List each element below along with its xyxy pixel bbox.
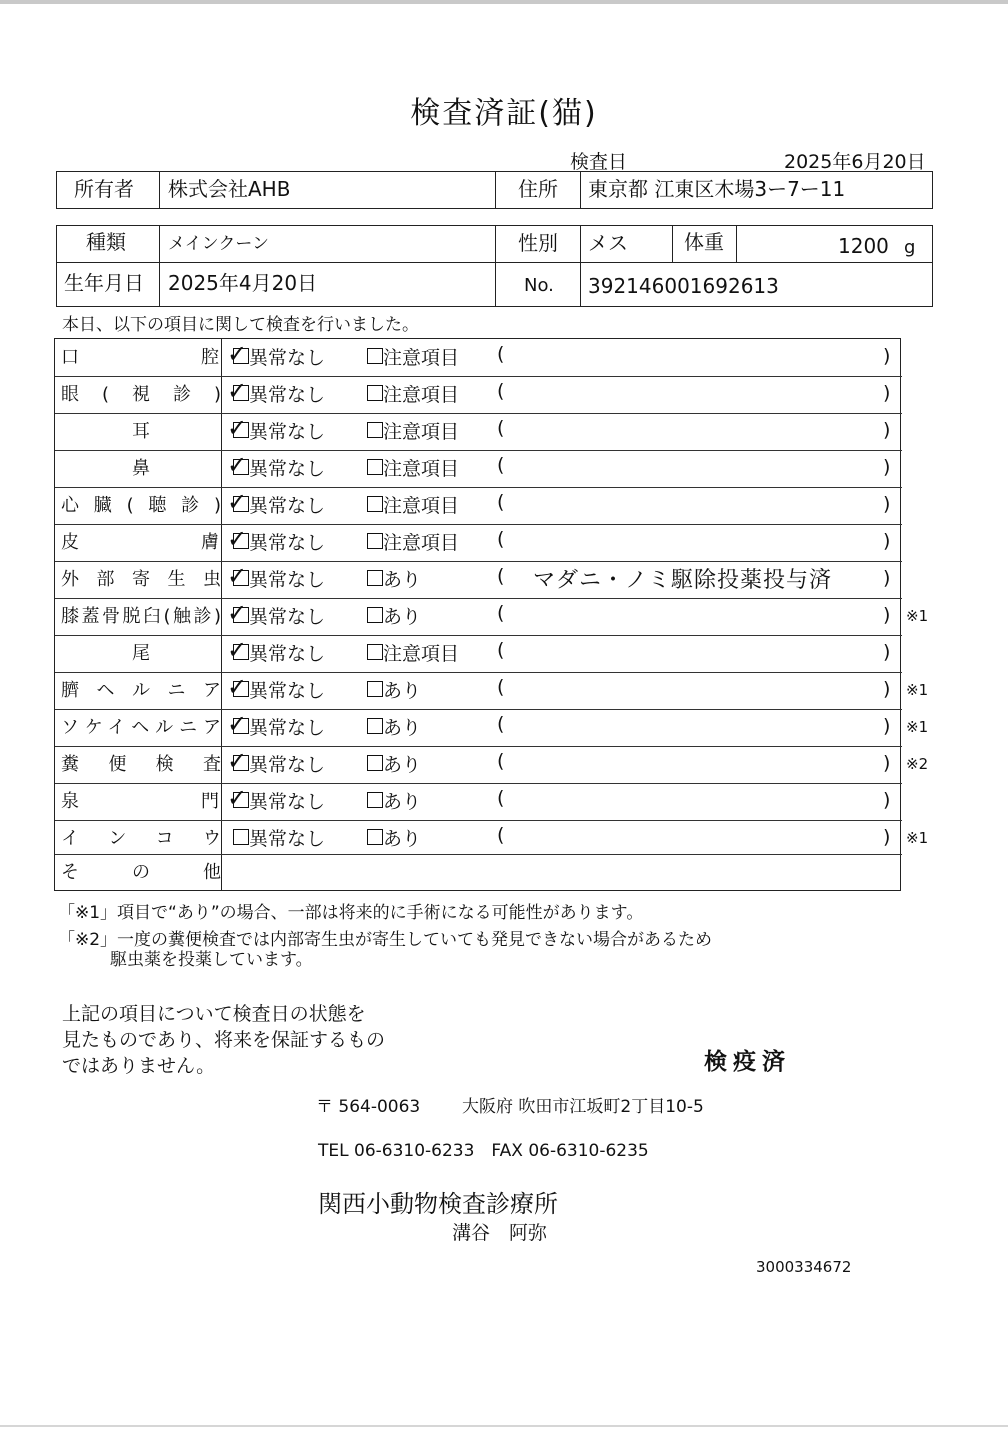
attention-option-label: あり — [383, 791, 422, 813]
normal-checkbox[interactable] — [233, 829, 249, 845]
check-mark-icon: ✓ — [227, 747, 248, 775]
attention-checkbox[interactable] — [367, 570, 383, 586]
normal-option-label: 異常なし — [249, 495, 326, 517]
address-label: 住所 — [518, 177, 558, 201]
note-close-paren: ) — [883, 715, 891, 737]
attention-checkbox[interactable] — [367, 533, 383, 549]
attention-option-label: 注意項目 — [383, 347, 460, 369]
attention-checkbox[interactable] — [367, 681, 383, 697]
note-close-paren: ) — [883, 752, 891, 774]
table-row — [55, 598, 900, 635]
normal-option-label: 異常なし — [249, 569, 326, 591]
table-row — [55, 783, 900, 820]
page-title: 検査済証(猫) — [410, 96, 598, 131]
disclaimer-line-1: 上記の項目について検査日の状態を — [62, 1003, 366, 1025]
note-open-paren: ( — [497, 750, 505, 772]
clinic-address: 大阪府 吹田市江坂町2丁目10-5 — [462, 1097, 704, 1117]
table-row — [55, 339, 900, 376]
note-close-paren: ) — [883, 567, 891, 589]
attention-option-label: 注意項目 — [383, 532, 460, 554]
note-close-paren: ) — [883, 530, 891, 552]
tel-fax: TEL 06-6310-6233 FAX 06-6310-6235 — [318, 1141, 649, 1161]
attention-option-label: 注意項目 — [383, 384, 460, 406]
attention-checkbox[interactable] — [367, 496, 383, 512]
footnote-mark: ※1 — [906, 607, 929, 625]
quarantine-stamp: 検疫済 — [704, 1049, 791, 1075]
note-open-paren: ( — [497, 787, 505, 809]
item-label: 外部寄生虫 — [61, 569, 221, 590]
exam-date: 2025年6月20日 — [784, 151, 926, 173]
check-mark-icon: ✓ — [227, 710, 248, 738]
footnote-mark: ※1 — [906, 718, 929, 736]
attention-option-label: あり — [383, 606, 422, 628]
item-label-end: 腔 — [201, 347, 219, 368]
table-row — [55, 635, 900, 672]
check-mark-icon: ✓ — [227, 599, 248, 627]
check-mark-icon: ✓ — [227, 414, 248, 442]
check-mark-icon: ✓ — [227, 562, 248, 590]
intro-text: 本日、以下の項目に関して検査を行いました。 — [62, 315, 419, 335]
info-table — [56, 171, 933, 307]
item-label-end: 膚 — [201, 532, 219, 553]
item-label: 耳 — [132, 421, 150, 442]
note-close-paren: ) — [883, 456, 891, 478]
attention-checkbox[interactable] — [367, 459, 383, 475]
note-open-paren: ( — [497, 602, 505, 624]
normal-option-label: 異常なし — [249, 347, 326, 369]
note-close-paren: ) — [883, 382, 891, 404]
normal-option-label: 異常なし — [249, 643, 326, 665]
sex-label: 性別 — [518, 231, 558, 255]
exam-table — [54, 338, 901, 891]
normal-option-label: 異常なし — [249, 754, 326, 776]
table-row — [55, 746, 900, 783]
note-open-paren: ( — [497, 528, 505, 550]
footnote-mark: ※1 — [906, 829, 929, 847]
attention-checkbox[interactable] — [367, 348, 383, 364]
note-open-paren: ( — [497, 676, 505, 698]
note-open-paren: ( — [497, 417, 505, 439]
attention-option-label: あり — [383, 680, 422, 702]
normal-option-label: 異常なし — [249, 828, 326, 850]
weight-label: 体重 — [684, 230, 724, 254]
attention-checkbox[interactable] — [367, 422, 383, 438]
attention-option-label: あり — [383, 828, 422, 850]
attention-checkbox[interactable] — [367, 718, 383, 734]
scan-edge-top — [0, 0, 1008, 4]
note-close-paren: ) — [883, 493, 891, 515]
attention-checkbox[interactable] — [367, 607, 383, 623]
note-open-paren: ( — [497, 565, 505, 587]
footnote-mark: ※2 — [906, 755, 929, 773]
attention-option-label: 注意項目 — [383, 643, 460, 665]
item-label: ソケイヘルニア — [61, 717, 221, 738]
check-mark-icon: ✓ — [227, 340, 248, 368]
attention-option-label: 注意項目 — [383, 421, 460, 443]
attention-option-label: 注意項目 — [383, 495, 460, 517]
table-row — [55, 487, 900, 524]
item-label: 眼(視診) — [61, 384, 221, 405]
attention-option-label: あり — [383, 569, 422, 591]
normal-option-label: 異常なし — [249, 717, 326, 739]
normal-option-label: 異常なし — [249, 384, 326, 406]
weight-unit: g — [904, 237, 916, 258]
table-row — [55, 820, 900, 857]
item-label: 膝蓋骨脱臼(触診) — [61, 606, 221, 627]
attention-checkbox[interactable] — [367, 385, 383, 401]
item-label: 鼻 — [132, 458, 150, 479]
clinic-name: 関西小動物検査診療所 — [318, 1190, 558, 1218]
disclaimer-line-3: ではありません。 — [62, 1055, 216, 1077]
item-label-end: 門 — [201, 791, 219, 812]
attention-checkbox[interactable] — [367, 755, 383, 771]
check-mark-icon: ✓ — [227, 451, 248, 479]
attention-option-label: あり — [383, 717, 422, 739]
check-mark-icon: ✓ — [227, 488, 248, 516]
attention-option-label: 注意項目 — [383, 458, 460, 480]
item-label: 臍ヘルニア — [61, 680, 221, 701]
item-label: 口 — [61, 347, 79, 368]
weight-value: 1200 — [838, 234, 889, 258]
note-close-paren: ) — [883, 345, 891, 367]
footnote-2-line1: 「※2」一度の糞便検査では内部寄生虫が寄生していても発見できない場合があるため — [58, 930, 713, 950]
item-label: 泉 — [61, 791, 79, 812]
scan-edge-bottom — [0, 1425, 1008, 1427]
footnote-mark: ※1 — [906, 681, 929, 699]
note-close-paren: ) — [883, 604, 891, 626]
note-open-paren: ( — [497, 491, 505, 513]
note-close-paren: ) — [883, 789, 891, 811]
number-value: 392146001692613 — [588, 274, 779, 298]
note-open-paren: ( — [497, 343, 505, 365]
normal-option-label: 異常なし — [249, 791, 326, 813]
normal-option-label: 異常なし — [249, 606, 326, 628]
normal-option-label: 異常なし — [249, 680, 326, 702]
note-close-paren: ) — [883, 678, 891, 700]
item-label-other: その他 — [61, 862, 221, 883]
check-mark-icon: ✓ — [227, 525, 248, 553]
table-row — [55, 672, 900, 709]
note-close-paren: ) — [883, 826, 891, 848]
footnote-2-line2: 駆虫薬を投薬しています。 — [110, 950, 313, 970]
normal-option-label: 異常なし — [249, 532, 326, 554]
check-mark-icon: ✓ — [227, 377, 248, 405]
note-open-paren: ( — [497, 454, 505, 476]
disclaimer-line-2: 見たものであり、将来を保証するもの — [62, 1029, 386, 1051]
table-row-other — [55, 854, 900, 891]
normal-option-label: 異常なし — [249, 421, 326, 443]
breed-label: 種類 — [86, 230, 126, 254]
note-open-paren: ( — [497, 713, 505, 735]
table-row — [55, 524, 900, 561]
table-row — [55, 561, 900, 598]
note-close-paren: ) — [883, 419, 891, 441]
table-row — [55, 376, 900, 413]
note-open-paren: ( — [497, 380, 505, 402]
table-row — [55, 413, 900, 450]
note-open-paren: ( — [497, 639, 505, 661]
attention-checkbox[interactable] — [367, 644, 383, 660]
item-label: インコウ — [61, 828, 221, 849]
attention-option-label: あり — [383, 754, 422, 776]
owner-value: 株式会社AHB — [168, 177, 291, 201]
check-mark-icon: ✓ — [227, 784, 248, 812]
document-id: 3000334672 — [756, 1258, 852, 1276]
check-mark-icon: ✓ — [227, 673, 248, 701]
table-row — [55, 450, 900, 487]
exam-date-label: 検査日 — [570, 151, 628, 173]
table-row — [55, 709, 900, 746]
owner-label: 所有者 — [74, 177, 134, 201]
note-text: マダニ・ノミ駆除投薬投与済 — [533, 568, 833, 593]
attention-checkbox[interactable] — [367, 792, 383, 808]
birthdate-label: 生年月日 — [64, 271, 144, 295]
item-label: 糞便検査 — [61, 754, 221, 775]
sex-value: メス — [588, 231, 628, 255]
item-label: 尾 — [132, 643, 150, 664]
check-mark-icon: ✓ — [227, 636, 248, 664]
number-label: No. — [524, 275, 554, 296]
doctor-name: 溝谷 阿弥 — [452, 1222, 548, 1244]
footnote-1: 「※1」項目で“あり”の場合、一部は将来的に手術になる可能性があります。 — [58, 903, 644, 923]
postal-code: 〒 564-0063 — [316, 1097, 421, 1117]
birthdate-value: 2025年4月20日 — [168, 271, 318, 295]
item-label: 心臓(聴診) — [61, 495, 221, 516]
address-value: 東京都 江東区木場3ー7ー11 — [588, 177, 846, 201]
breed-value: メインクーン — [168, 234, 269, 254]
normal-option-label: 異常なし — [249, 458, 326, 480]
attention-checkbox[interactable] — [367, 829, 383, 845]
item-label: 皮 — [61, 532, 79, 553]
note-close-paren: ) — [883, 641, 891, 663]
note-open-paren: ( — [497, 824, 505, 846]
